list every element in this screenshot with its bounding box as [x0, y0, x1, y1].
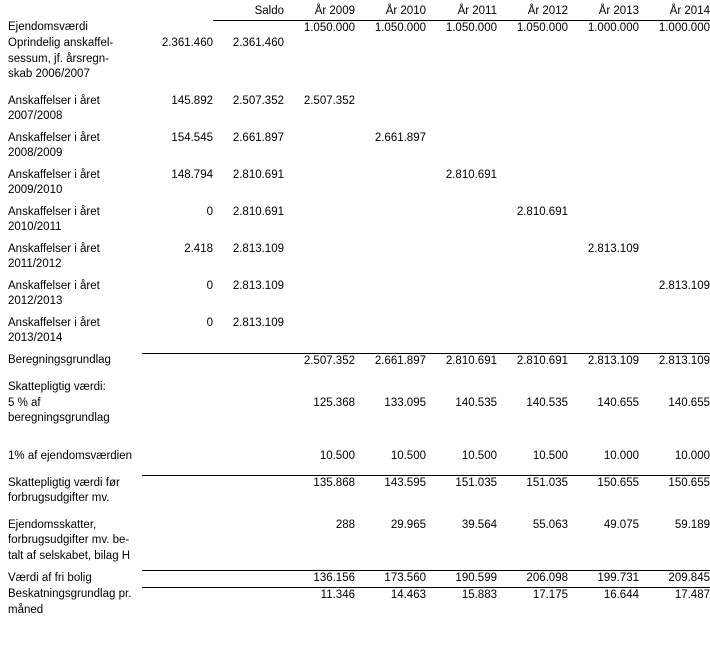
row-0-col-before-saldo [142, 20, 213, 36]
row-2-saldo: 2.507.352 [232, 94, 284, 107]
row-4-y2009 [284, 168, 355, 199]
table-row [8, 571, 710, 588]
row-label-anskaffelser-2012-2013 [8, 279, 142, 310]
row-1-y2010 [355, 36, 426, 83]
row-label-anskaffelser-2010-2011 [8, 205, 142, 236]
row-14-y2009: 288 [335, 518, 355, 531]
row-14-label-line-1: Ejendomsskatter, forbrugsudgifter mv. be- [8, 518, 130, 546]
row-5-y2009 [284, 205, 355, 236]
row-spacer [8, 507, 710, 518]
row-6-saldo: 2.813.109 [232, 242, 284, 255]
row-12-saldo [213, 449, 284, 465]
row-label-skattepligtig-vaerdi-heading: Skattepligtig værdi: [8, 381, 106, 393]
row-15-y2013: 199.731 [568, 571, 639, 588]
row-label-beskatningsgrundlag: Beskatningsgrundlag pr. måned [8, 588, 132, 616]
row-15-col-before-saldo [142, 571, 213, 588]
row-6-col-before-saldo: 2.418 [184, 242, 213, 255]
row-11-col-before-saldo [142, 396, 213, 427]
row-label-beregningsgrundlag: Beregningsgrundlag [8, 354, 111, 366]
row-7-y2013 [568, 279, 639, 310]
row-14-y2012: 55.063 [532, 518, 568, 531]
row-13-y2014: 150.655 [639, 476, 710, 507]
row-16-y2011: 15.883 [461, 588, 497, 601]
row-5-col-before-saldo: 0 [206, 205, 213, 218]
row-12-col-before-saldo [142, 449, 213, 465]
document-sheet [0, 4, 710, 656]
row-label-anskaffelser-2013-2014 [8, 316, 142, 347]
row-8-saldo: 2.813.109 [232, 316, 284, 329]
row-spacer [8, 427, 710, 438]
row-8-y2012 [497, 316, 568, 347]
row-7-col-before-saldo: 0 [206, 279, 213, 292]
column-header-year-2014: År 2014 [639, 4, 710, 20]
row-6-y2009 [284, 242, 355, 273]
row-3-y2014 [639, 131, 710, 162]
row-16-y2014: 17.487 [674, 588, 710, 601]
row-2-y2010 [355, 94, 426, 125]
row-16-y2010: 14.463 [390, 588, 426, 601]
row-7-y2011 [426, 279, 497, 310]
row-1-y2013 [568, 36, 639, 83]
row-8-label-line-1: Anskaffelser i året [8, 316, 100, 329]
row-0-y2010: 1.050.000 [374, 21, 426, 34]
table-row [8, 20, 710, 36]
row-spacer [8, 83, 710, 94]
row-4-y2013 [568, 168, 639, 199]
row-15-y2014: 209.845 [639, 571, 710, 588]
row-14-y2014: 59.189 [674, 518, 710, 531]
row-spacer [8, 369, 710, 380]
row-0-saldo [213, 20, 284, 36]
row-6-y2010 [355, 242, 426, 273]
row-10-y2010 [355, 380, 426, 396]
row-spacer [8, 438, 710, 449]
row-4-y2011: 2.810.691 [445, 168, 497, 181]
table-row [8, 476, 710, 507]
row-14-y2011: 39.564 [461, 518, 497, 531]
row-5-y2014 [639, 205, 710, 236]
row-3-label-line-1: Anskaffelser i året [8, 131, 100, 144]
row-label-anskaffelser-2011-2012 [8, 242, 142, 273]
row-13-saldo [213, 476, 284, 507]
table-row [8, 587, 710, 618]
row-8-y2009 [284, 316, 355, 347]
row-1-y2012 [497, 36, 568, 83]
table-body [8, 20, 710, 618]
column-header-saldo: Saldo [213, 4, 284, 20]
row-11-y2013: 140.655 [597, 396, 639, 409]
row-10-saldo [213, 380, 284, 396]
row-label-anskaffelser-2009-2010 [8, 168, 142, 199]
row-9-col-before-saldo [142, 353, 213, 369]
row-5-label-line-1: Anskaffelser i året [8, 205, 100, 218]
row-3-y2009 [284, 131, 355, 162]
row-2-label-line-1: Anskaffelser i året [8, 94, 100, 107]
column-header-year-2011: År 2011 [426, 4, 497, 20]
row-7-label-line-2: 2012/2013 [8, 295, 63, 307]
row-6-y2014 [639, 242, 710, 273]
row-4-col-before-saldo: 148.794 [171, 168, 213, 181]
row-11-y2010: 133.095 [384, 396, 426, 409]
row-9-y2010: 2.661.897 [355, 353, 426, 369]
row-4-saldo: 2.810.691 [232, 168, 284, 181]
row-3-label-line-2: 2008/2009 [8, 147, 63, 159]
table-row [8, 316, 710, 347]
row-9-y2014: 2.813.109 [639, 353, 710, 369]
row-label-en-procent: 1% af ejendomsværdien [8, 449, 133, 462]
row-9-y2011: 2.810.691 [426, 353, 497, 369]
table-row [8, 353, 710, 369]
row-2-y2011 [426, 94, 497, 125]
row-label-oprindelig-anskaffelsessum [8, 36, 142, 83]
row-13-y2009: 135.868 [284, 476, 355, 507]
row-11-y2011: 140.535 [455, 396, 497, 409]
row-12-y2009: 10.500 [319, 449, 355, 462]
row-16-y2013: 16.644 [603, 588, 639, 601]
row-label-skattepligtig-vaerdi-foer: Skattepligtig værdi før forbrugsudgifter mv. [8, 476, 120, 504]
row-15-y2009: 136.156 [284, 571, 355, 588]
row-8-y2010 [355, 316, 426, 347]
row-2-y2012 [497, 94, 568, 125]
row-8-col-before-saldo: 0 [206, 316, 213, 329]
row-0-y2011: 1.050.000 [445, 21, 497, 34]
row-15-y2011: 190.599 [426, 571, 497, 588]
table-row [8, 131, 710, 162]
row-14-col-before-saldo [142, 518, 213, 565]
row-label-fem-procent: 5 % af beregningsgrundlag [8, 396, 110, 424]
row-5-y2011 [426, 205, 497, 236]
row-12-y2012: 10.500 [532, 449, 568, 462]
table-row [8, 449, 710, 465]
row-7-label-line-1: Anskaffelser i året [8, 279, 100, 292]
row-13-y2012: 151.035 [497, 476, 568, 507]
table-row [8, 94, 710, 125]
row-13-y2010: 143.595 [355, 476, 426, 507]
financial-table [8, 4, 710, 618]
row-1-y2014 [639, 36, 710, 83]
column-header-year-2012: År 2012 [497, 4, 568, 20]
row-15-saldo [213, 571, 284, 588]
table-row [8, 279, 710, 310]
row-7-y2014: 2.813.109 [658, 279, 710, 292]
row-3-y2013 [568, 131, 639, 162]
row-label-anskaffelser-2008-2009 [8, 131, 142, 162]
row-11-saldo [213, 396, 284, 427]
row-0-y2012: 1.050.000 [516, 21, 568, 34]
row-9-y2009: 2.507.352 [284, 353, 355, 369]
row-12-y2011: 10.500 [461, 449, 497, 462]
row-3-col-before-saldo: 154.545 [171, 131, 213, 144]
column-header-label [8, 4, 142, 20]
row-16-col-before-saldo [142, 587, 213, 618]
row-10-y2013 [568, 380, 639, 396]
row-8-y2014 [639, 316, 710, 347]
row-3-y2010: 2.661.897 [374, 131, 426, 144]
row-9-y2012: 2.810.691 [497, 353, 568, 369]
row-1-y2011 [426, 36, 497, 83]
row-14-y2013: 49.075 [603, 518, 639, 531]
row-16-saldo [213, 587, 284, 618]
row-14-label-line-2: talt af selskabet, bilag H [8, 549, 131, 562]
row-label-ejendomsvaerdi: Ejendomsværdi [8, 21, 88, 33]
row-8-label-line-2: 2013/2014 [8, 332, 63, 344]
row-8-y2013 [568, 316, 639, 347]
row-1-label-line-3: skab 2006/2007 [8, 68, 90, 80]
table-row [8, 396, 710, 427]
row-6-y2013: 2.813.109 [587, 242, 639, 255]
row-1-y2009 [284, 36, 355, 83]
row-11-y2009: 125.368 [313, 396, 355, 409]
row-10-y2009 [284, 380, 355, 396]
row-0-y2014: 1.000.000 [658, 21, 710, 34]
row-1-label-line-2: sessum, jf. årsregn- [8, 52, 109, 65]
row-13-y2011: 151.035 [426, 476, 497, 507]
row-7-y2009 [284, 279, 355, 310]
row-2-y2009: 2.507.352 [303, 94, 355, 107]
row-10-col-before-saldo [142, 380, 213, 396]
row-7-y2012 [497, 279, 568, 310]
row-12-y2014: 10.000 [674, 449, 710, 462]
row-3-y2011 [426, 131, 497, 162]
row-spacer [8, 464, 710, 476]
row-5-y2010 [355, 205, 426, 236]
row-5-y2013 [568, 205, 639, 236]
row-5-saldo: 2.810.691 [232, 205, 284, 218]
row-9-y2013: 2.813.109 [568, 353, 639, 369]
row-0-y2009: 1.050.000 [303, 21, 355, 34]
row-1-col-before-saldo: 2.361.460 [161, 37, 213, 49]
row-0-y2013: 1.000.000 [587, 21, 639, 34]
row-1-label-line-1: Oprindelig anskaffel- [8, 37, 114, 49]
row-8-y2011 [426, 316, 497, 347]
row-6-y2012 [497, 242, 568, 273]
row-13-y2013: 150.655 [568, 476, 639, 507]
row-3-saldo: 2.661.897 [232, 131, 284, 144]
column-header-year-2009: År 2009 [284, 4, 355, 20]
row-16-y2009: 11.346 [320, 588, 355, 601]
column-header-year-2010: År 2010 [355, 4, 426, 20]
row-6-label-line-2: 2011/2012 [8, 258, 62, 270]
row-11-y2012: 140.535 [526, 396, 568, 409]
row-10-y2011 [426, 380, 497, 396]
row-label-anskaffelser-2007-2008 [8, 94, 142, 125]
row-3-y2012 [497, 131, 568, 162]
row-2-label-line-2: 2007/2008 [8, 110, 63, 122]
header-row [8, 4, 710, 20]
row-14-saldo [213, 518, 284, 565]
row-2-y2014 [639, 94, 710, 125]
row-12-y2010: 10.500 [390, 449, 426, 462]
table-row [8, 380, 710, 396]
row-13-col-before-saldo [142, 476, 213, 507]
row-9-saldo [213, 353, 284, 369]
column-header-year-2013: År 2013 [568, 4, 639, 20]
row-10-y2014 [639, 380, 710, 396]
row-5-y2012: 2.810.691 [516, 205, 568, 218]
column-header-spacer [142, 4, 213, 20]
row-10-y2012 [497, 380, 568, 396]
row-label-ejendomsskatter [8, 518, 142, 565]
row-4-y2014 [639, 168, 710, 199]
table-header [8, 4, 710, 20]
row-7-saldo: 2.813.109 [232, 279, 284, 292]
table-row [8, 518, 710, 565]
row-2-col-before-saldo: 145.892 [171, 94, 213, 107]
row-7-y2010 [355, 279, 426, 310]
row-6-y2011 [426, 242, 497, 273]
row-12-y2013: 10.000 [603, 449, 639, 462]
table-row [8, 242, 710, 273]
row-4-y2012 [497, 168, 568, 199]
row-15-y2010: 173.560 [355, 571, 426, 588]
row-label-vaerdi-af-fri-bolig: Værdi af fri bolig [8, 571, 92, 584]
table-row [8, 205, 710, 236]
row-4-label-line-2: 2009/2010 [8, 184, 63, 196]
row-16-y2012: 17.175 [532, 588, 568, 601]
row-1-saldo: 2.361.460 [232, 37, 284, 49]
table-row [8, 36, 710, 83]
row-4-y2010 [355, 168, 426, 199]
table-row [8, 168, 710, 199]
row-5-label-line-2: 2010/2011 [8, 221, 62, 233]
row-14-y2010: 29.965 [390, 518, 426, 531]
row-2-y2013 [568, 94, 639, 125]
row-6-label-line-1: Anskaffelser i året [8, 242, 100, 255]
row-11-y2014: 140.655 [668, 396, 710, 409]
row-15-y2012: 206.098 [497, 571, 568, 588]
row-4-label-line-1: Anskaffelser i året [8, 168, 100, 181]
